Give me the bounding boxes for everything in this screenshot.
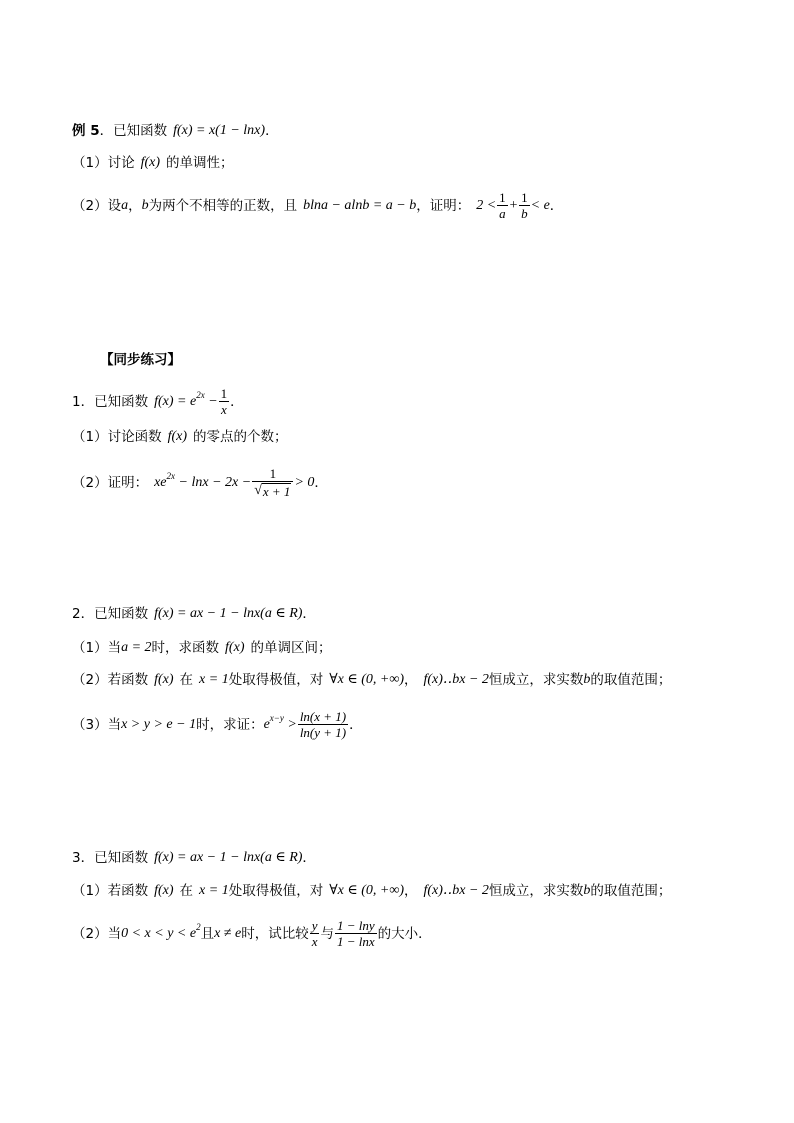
q1-middle: 时，求函数: [151, 640, 220, 656]
numerator: 1: [521, 190, 528, 205]
minus-sign: −: [208, 393, 218, 409]
example5-q2: [72, 190, 563, 221]
math-condition: x > y > e − 1: [121, 716, 197, 732]
exercise3-title-line: [72, 848, 316, 868]
exercise3-function: f(x) = ax − 1 − lnx(a ∈ R): [154, 850, 303, 865]
period: ．: [265, 123, 279, 139]
math-inequality: f(x)‥bx − 2: [423, 672, 489, 687]
plus-sign: +: [508, 197, 519, 213]
math-fx-e: f(x) = e: [154, 393, 197, 409]
math-rhs: < e: [530, 197, 550, 213]
exercise-intro: ．已知函数: [80, 606, 149, 622]
exercise-intro: ．已知函数: [80, 393, 149, 410]
section-heading: 【同步练习】: [100, 352, 181, 368]
exercise2-function: f(x) = ax − 1 − lnx(a ∈ R): [154, 606, 303, 621]
q1-post: 恒成立，求实数: [488, 883, 584, 899]
exercise3-q2: [72, 918, 432, 949]
example5-function: f(x) = x(1 − lnx): [173, 123, 266, 138]
gt-sign: >: [287, 716, 297, 732]
example5-title-line: [72, 121, 279, 141]
q1-middle: 处取得极值，对: [228, 883, 324, 899]
exercise2-title-line: [72, 604, 316, 624]
q2-middle-text: 为两个不相等的正数，且: [148, 197, 298, 214]
fraction-1-over-x: [219, 386, 230, 417]
exercise-number: 1: [72, 393, 81, 410]
exercise3-q1: [72, 881, 671, 901]
denominator: b: [521, 206, 528, 221]
q2-tail: 的大小: [377, 925, 419, 942]
q1-suffix: 的零点的个数；: [193, 429, 288, 445]
text-and: 且: [200, 925, 215, 942]
example5-label: 例 5: [72, 123, 100, 139]
exercise-intro: ．已知函数: [80, 850, 149, 866]
fraction-y-over-x: [310, 918, 320, 949]
math-gt-zero: > 0: [294, 474, 315, 490]
denominator: ln(y + 1): [299, 725, 347, 740]
numerator: 1: [269, 466, 277, 481]
period: ．: [230, 393, 244, 410]
math-equation: blna − alnb = a − b: [303, 197, 417, 213]
q3-middle: 时，求证：: [196, 716, 264, 733]
math-a: a: [121, 197, 129, 213]
numerator: 1: [220, 386, 228, 401]
math-lhs: 2 <: [476, 197, 497, 213]
exponent: 2x: [166, 470, 176, 481]
comma: ，: [128, 197, 142, 214]
fraction-1-over-sqrt: [252, 466, 293, 499]
period: ．: [314, 474, 328, 491]
math-b: b: [141, 197, 149, 213]
sqrt-denominator: [252, 481, 293, 499]
fraction-1-over-a: [497, 190, 508, 221]
q2-prefix: （2）若函数: [72, 672, 149, 688]
q2-prefix: （2）当: [72, 925, 122, 942]
exercise1-function: [154, 389, 218, 412]
comma: ，: [403, 883, 418, 899]
math-x-neq-e: x ≠ e: [214, 925, 242, 941]
q1-suffix: 的单调区间；: [250, 640, 332, 656]
q2-post: 恒成立，求实数: [488, 672, 584, 688]
q2-prefix: （2）证明：: [72, 474, 149, 491]
period: ．: [302, 606, 316, 622]
numerator: 1: [499, 190, 506, 205]
q2-middle: 时，试比较: [241, 925, 309, 942]
text-at: 在: [179, 672, 194, 688]
q1-prefix: （1）当: [72, 640, 122, 656]
math-b: b: [583, 672, 591, 687]
exercise1-q1: [72, 427, 288, 447]
sync-practice-title: [100, 350, 181, 370]
math-fx: f(x): [154, 883, 174, 898]
text-with: 与: [320, 925, 334, 942]
denominator: a: [499, 206, 506, 221]
fraction-1-over-b: [519, 190, 530, 221]
q1-suffix: 的单调性；: [166, 155, 234, 171]
numerator: y: [311, 918, 318, 933]
q3-prefix: （3）当: [72, 716, 122, 733]
math-a-eq-2: a = 2: [121, 640, 152, 655]
text-at: 在: [179, 883, 194, 899]
fraction-ln-compare: [335, 918, 377, 949]
radicand: x + 1: [262, 484, 291, 499]
fraction-ln-ratio: [298, 709, 348, 740]
math-xe: xe: [154, 474, 167, 490]
exponent: x−y: [269, 712, 284, 723]
math-fx: f(x): [225, 640, 245, 655]
sqrt-symbol: [254, 483, 291, 499]
q1-prefix: （1）讨论函数: [72, 429, 162, 445]
math-forall: ∀x ∈ (0, +∞): [329, 883, 404, 898]
period: ．: [302, 850, 316, 866]
math-x-eq-1: x = 1: [199, 883, 229, 898]
exercise2-q1: [72, 638, 331, 658]
numerator: ln(x + 1): [299, 709, 347, 724]
exercise1-title-line: [72, 386, 244, 417]
math-b: b: [583, 883, 591, 898]
math-fx: f(x): [167, 429, 188, 444]
prove-text: ，证明：: [416, 197, 471, 214]
exercise-number: 3: [72, 850, 81, 866]
exercise2-q2: [72, 670, 671, 690]
q1-prefix: （1）讨论: [72, 155, 135, 171]
q2-middle: 处取得极值，对: [228, 672, 324, 688]
period: ．: [349, 716, 363, 733]
exponent: 2: [196, 921, 201, 932]
exercise-number: 2: [72, 606, 81, 622]
numerator: 1 − lny: [336, 918, 375, 933]
radical-sign: √: [254, 483, 262, 498]
math-e-power: [263, 712, 297, 735]
math-fx: f(x): [140, 155, 161, 170]
period: ．: [549, 197, 564, 214]
math-range: 0 < x < y < e: [121, 925, 197, 941]
denominator: 1 − lnx: [336, 934, 375, 949]
exercise1-q2: [72, 466, 328, 499]
denominator: x: [221, 402, 227, 417]
math-inequality: f(x)‥bx − 2: [423, 883, 489, 898]
denominator: x: [311, 934, 318, 949]
math-forall: ∀x ∈ (0, +∞): [329, 672, 404, 687]
comma: ，: [403, 672, 418, 688]
math-x-eq-1: x = 1: [199, 672, 229, 687]
exercise1-expression: [154, 470, 252, 493]
math-terms: − lnx − 2x −: [178, 474, 252, 490]
q1-prefix: （1）若函数: [72, 883, 149, 899]
q2-prefix: （2）设: [72, 197, 122, 214]
exponent: 2x: [196, 389, 205, 400]
example5-intro: ．已知函数: [99, 123, 168, 139]
q1-tail: 的取值范围；: [590, 883, 672, 899]
q2-tail: 的取值范围；: [590, 672, 672, 688]
period: ．: [418, 925, 432, 942]
math-fx: f(x): [154, 672, 174, 687]
math-e: e: [263, 716, 270, 732]
example5-q1: [72, 153, 234, 173]
math-condition: [121, 921, 201, 944]
exercise2-q3: [72, 709, 363, 740]
